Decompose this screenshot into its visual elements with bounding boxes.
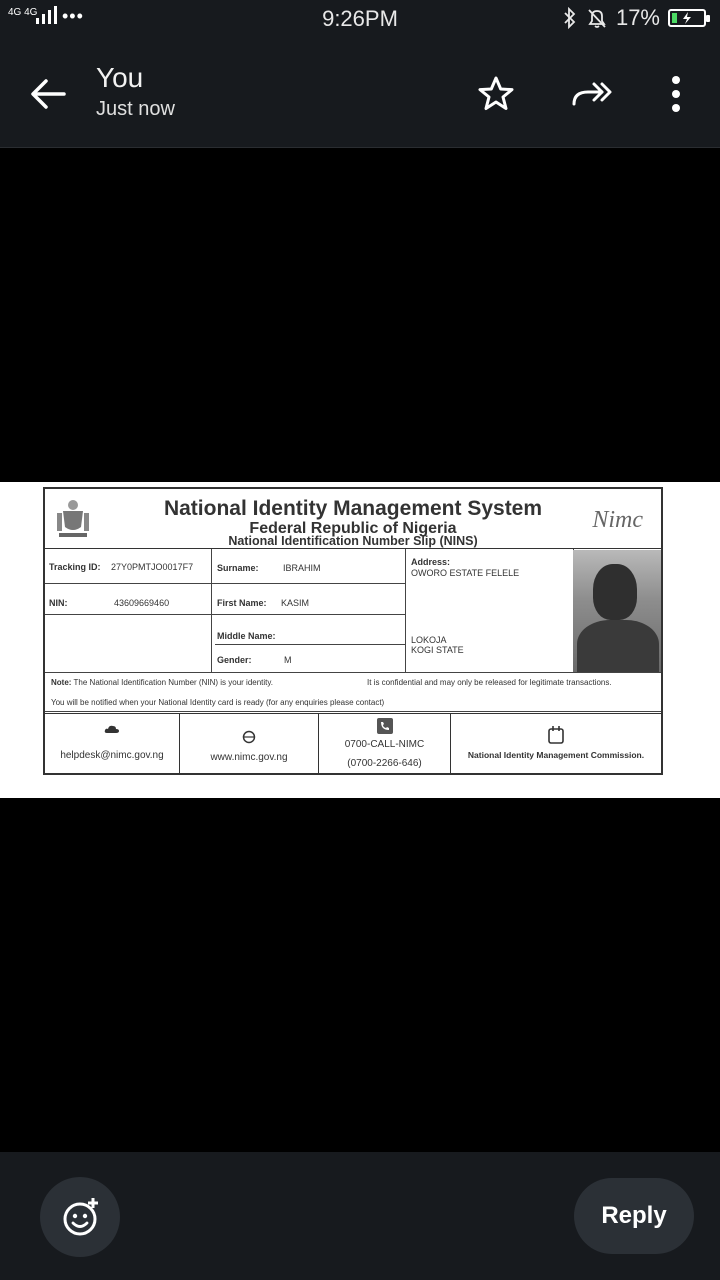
address-label: Address: (411, 557, 451, 567)
divider (45, 672, 661, 673)
divider (215, 644, 405, 645)
bottom-action-bar (0, 1152, 720, 1280)
status-time: 9:26PM (322, 6, 398, 31)
address-city (411, 635, 464, 655)
footer-email: helpdesk@nimc.gov.ng (60, 750, 164, 761)
building-icon (548, 726, 564, 744)
divider (45, 583, 405, 584)
back-button[interactable] (24, 72, 72, 116)
forward-button[interactable] (570, 74, 610, 114)
more-notifications-icon: ••• (62, 6, 84, 26)
slip-subtitle-2: National Identification Number Slip (NINS) (228, 534, 478, 548)
first-name-value: KASIM (281, 598, 310, 608)
image-viewer[interactable] (0, 149, 720, 1152)
network-label: 4G 4G (8, 7, 38, 18)
star-icon (476, 74, 516, 114)
bluetooth-icon (562, 7, 578, 29)
note-text: The National Identification Number (NIN) is your identity. (73, 678, 274, 687)
middle-name-field (217, 631, 276, 641)
phone-icon (377, 718, 393, 734)
nin-label: NIN: (49, 598, 68, 608)
nin-value: 43609669460 (114, 598, 170, 608)
sender-name: You (96, 62, 144, 93)
passport-photo (573, 550, 661, 672)
notifications-off-icon (586, 7, 608, 29)
reply-button[interactable]: Reply (574, 1178, 694, 1254)
note-text-2: It is confidential and may only be released for legitimate transactions. (367, 678, 612, 687)
gender-value: M (284, 655, 292, 665)
star-button[interactable] (476, 74, 516, 114)
footer-website: www.nimc.gov.ng (210, 752, 288, 763)
first-name-field (217, 598, 309, 608)
status-bar (0, 0, 720, 38)
forward-icon (570, 74, 614, 114)
divider (45, 614, 405, 615)
nin-field (49, 598, 169, 608)
message-header (0, 38, 720, 148)
gender-field (217, 655, 292, 665)
surname-value: IBRAHIM (283, 563, 321, 573)
footer-phone-2: (0700-2266-646) (347, 758, 422, 769)
battery-percent: 17% (615, 5, 660, 30)
more-options-button[interactable] (656, 74, 696, 114)
divider (45, 711, 661, 712)
divider (211, 549, 212, 672)
add-reaction-icon (40, 1177, 120, 1257)
slip-note (51, 678, 273, 687)
more-vert-icon (656, 74, 696, 114)
footer-email-cell (45, 713, 179, 775)
nimc-logo: Nimc (592, 507, 643, 533)
gender-label: Gender: (217, 655, 252, 665)
address-line-2: LOKOJA (411, 635, 447, 645)
divider (405, 549, 406, 672)
surname-field (217, 563, 321, 573)
middle-name-label: Middle Name: (217, 631, 276, 641)
nin-slip (43, 487, 663, 775)
footer-phone-cell (318, 713, 450, 775)
note-label: Note: (51, 678, 72, 687)
cloud-icon (104, 724, 120, 734)
address-line-3: KOGI STATE (411, 645, 464, 655)
add-reaction-button[interactable] (40, 1177, 120, 1257)
tracking-id-field (49, 562, 193, 572)
notify-text: You will be notified when your National Identity card is ready (for any enquiries please contact) (51, 698, 385, 707)
battery-icon (668, 9, 706, 27)
footer-org-cell (450, 713, 661, 775)
footer-org: National Identity Management Commission. (467, 750, 645, 760)
slip-header (45, 489, 661, 549)
message-time: Just now (96, 98, 175, 120)
footer-phone-1: 0700-CALL-NIMC (344, 739, 425, 750)
attached-image[interactable] (0, 482, 720, 798)
footer-website-cell (179, 713, 318, 775)
surname-label: Surname: (217, 563, 259, 573)
slip-subtitle: Federal Republic of Nigeria (249, 520, 457, 537)
tracking-id-label: Tracking ID: (49, 562, 101, 572)
tracking-id-value: 27Y0PMTJO0017F7 (111, 562, 194, 572)
arrow-left-icon (24, 72, 72, 116)
address-field (411, 557, 519, 579)
first-name-label: First Name: (217, 598, 267, 608)
slip-title: National Identity Management System (163, 497, 543, 520)
globe-icon (242, 730, 256, 744)
address-line-1: OWORO ESTATE FELELE (411, 568, 520, 578)
